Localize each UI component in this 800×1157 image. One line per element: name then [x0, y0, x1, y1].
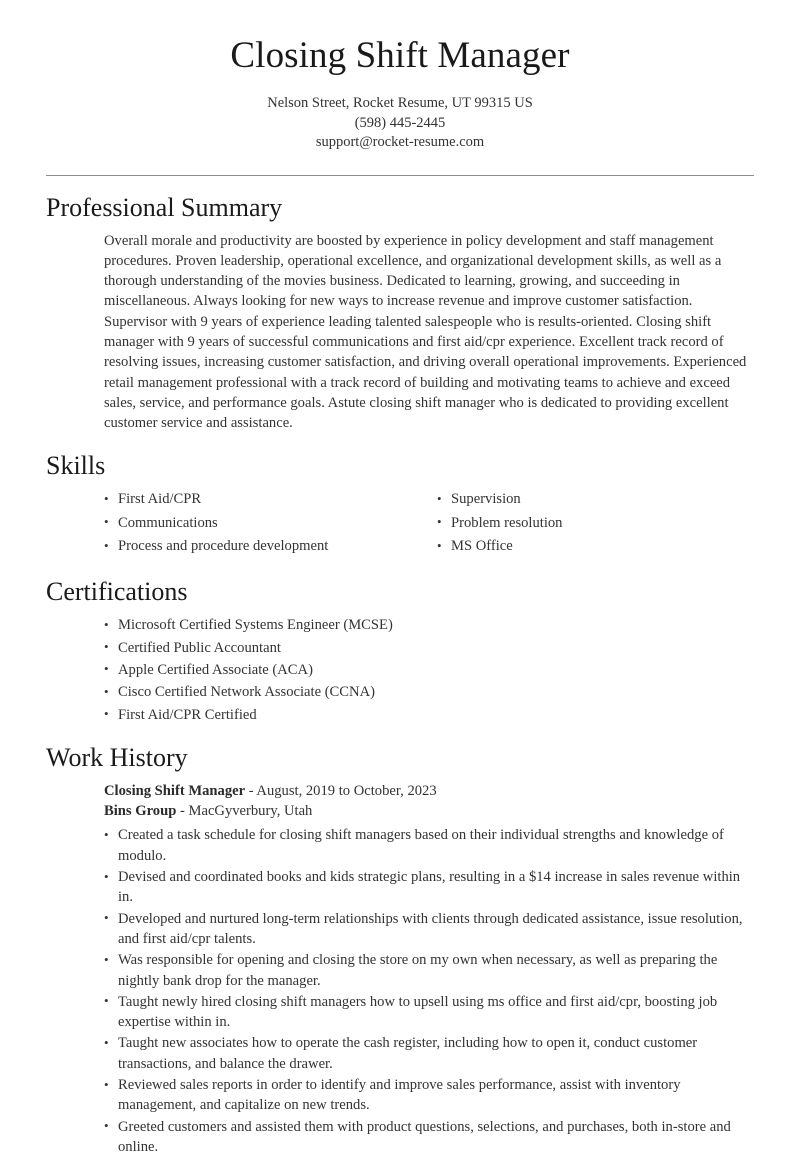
- job-dates: - August, 2019 to October, 2023: [245, 782, 437, 799]
- skills-list-left: [104, 489, 429, 556]
- section-skills: [46, 451, 754, 559]
- list-item: • MS Office: [437, 536, 754, 556]
- section-certifications: [46, 577, 754, 724]
- section-title-certifications: Certifications: [46, 577, 188, 607]
- summary-paragraph: Overall morale and productivity are boosted by experience in policy development and staff management procedures. Proven leadership, operational excellence, and organizational development skills, as well as a thorough understanding of the movies business. Dedicated to learning, growing, and succeeding in miscellaneous. Always looking for new ways to increase revenue and improve customer satisfaction. Supervisor with 9 years of experience leading talented salespeople who is results-oriented. Closing shift manager with 9 years of successful communications and first aid/cpr experience. Excellent track record of resolving issues, increasing customer satisfaction, and driving overall operational improvements. Experienced retail management professional with a track record of building and motivating teams to achieve and exceed sales, service, and performance goals. Astute closing shift manager who is dedicated to providing excellent customer service and assistance.: [104, 232, 747, 432]
- section-title-work-history: Work History: [46, 742, 188, 772]
- contact-address: Nelson Street, Rocket Resume, UT 99315 US: [267, 95, 533, 111]
- list-item: • Apple Certified Associate (ACA): [104, 660, 754, 680]
- contact-email: support@rocket-resume.com: [315, 134, 485, 150]
- job-responsibility-list: [104, 825, 754, 1157]
- list-item: • Cisco Certified Network Associate (CCNA): [104, 682, 754, 702]
- list-item: • Developed and nurtured long-term relationships with clients through dedicated assistance, issue resolution, and first aid/cpr talents.: [104, 909, 754, 950]
- list-item: • Problem resolution: [437, 513, 754, 533]
- skills-columns: [46, 489, 754, 559]
- header-divider: [46, 175, 754, 176]
- skills-list-right: [437, 489, 754, 556]
- job-location: - MacGyverbury, Utah: [176, 803, 313, 820]
- list-item: • Certified Public Accountant: [104, 638, 754, 658]
- job-company: Bins Group: [104, 803, 177, 820]
- skills-column-right: [429, 489, 754, 559]
- section-professional-summary: [46, 193, 754, 434]
- list-item: • First Aid/CPR: [104, 489, 429, 509]
- list-item: • Taught new associates how to operate the cash register, including how to open it, conduct customer transactions, and balance the drawer.: [104, 1033, 754, 1074]
- section-title-skills: Skills: [46, 451, 106, 481]
- list-item: • First Aid/CPR Certified: [104, 705, 754, 725]
- list-item: • Greeted customers and assisted them with product questions, selections, and purchases, both in-store and online.: [104, 1117, 754, 1157]
- page-title: Closing Shift Manager: [230, 35, 570, 76]
- section-work-history: [46, 743, 754, 1157]
- list-item: • Devised and coordinated books and kids strategic plans, resulting in a $14 increase in sales revenue within in.: [104, 867, 754, 908]
- job-title-line: [104, 781, 754, 801]
- job-company-line: [104, 801, 754, 821]
- list-item: • Microsoft Certified Systems Engineer (MCSE): [104, 615, 754, 635]
- list-item: • Created a task schedule for closing shift managers based on their individual strengths and knowledge of modulo.: [104, 825, 754, 866]
- contact-phone: (598) 445-2445: [354, 114, 446, 131]
- list-item: • Taught newly hired closing shift managers how to upsell using ms office and first aid/cpr, boosting job expertise within in.: [104, 992, 754, 1033]
- job-title: Closing Shift Manager: [104, 782, 246, 799]
- certifications-body: [46, 615, 754, 724]
- list-item: • Reviewed sales reports in order to identify and improve sales performance, assist with inventory management, and capitalize on new trends.: [104, 1075, 754, 1116]
- resume-header: [46, 0, 754, 176]
- job-entry: [46, 781, 754, 1157]
- job-bullets: [104, 825, 754, 1157]
- list-item: • Process and procedure development: [104, 536, 429, 556]
- certifications-list: [104, 615, 754, 724]
- section-title-summary: Professional Summary: [46, 192, 283, 222]
- list-item: • Was responsible for opening and closing the store on my own when necessary, as well as preparing the nightly bank drop for the manager.: [104, 950, 754, 991]
- skills-column-left: [104, 489, 429, 559]
- list-item: • Supervision: [437, 489, 754, 509]
- list-item: • Communications: [104, 513, 429, 533]
